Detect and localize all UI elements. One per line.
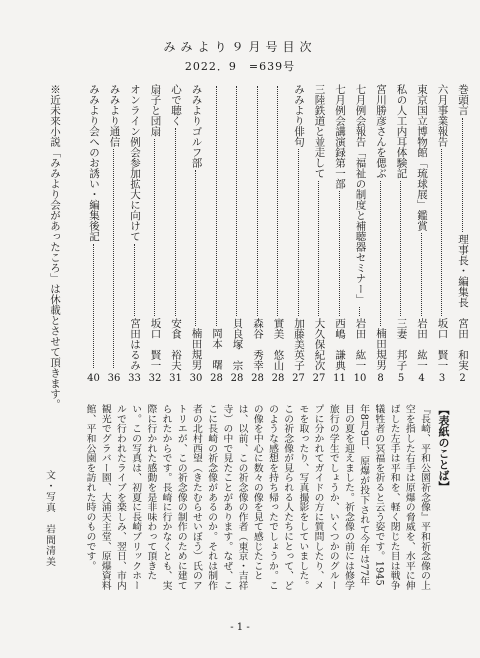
toc-leader-dots [400, 181, 402, 316]
toc-item-page: 2 [459, 373, 466, 384]
toc-leader-dots [339, 191, 341, 316]
toc-leader-dots [175, 128, 177, 316]
toc-item-page: 40 [87, 373, 100, 384]
toc-leader-dots [257, 86, 259, 316]
toc-leader-dots [113, 149, 115, 368]
page-title: みみより９月号目次 [163, 40, 317, 54]
toc-item-page: 28 [251, 373, 264, 384]
toc-item [395, 84, 408, 384]
toc-item-title: みみより会へのお誘い・編集後記 [88, 84, 100, 242]
toc-leader-dots [441, 149, 443, 316]
toc-item [169, 84, 182, 384]
toc-note: ※近未来小説「みみより会があったころ」は休載とさせて頂きます。 [49, 84, 61, 410]
toc-item [108, 84, 121, 384]
toc-leader-dots [154, 139, 156, 316]
toc-item-author: 安食 裕夫 [170, 317, 182, 370]
toc-leader-dots [277, 86, 279, 316]
toc-item-title: 三陸鉄道と並走して [313, 84, 326, 179]
toc-item-title: みみより通信 [108, 84, 121, 147]
toc-item-page: 28 [271, 373, 285, 384]
toc-item-title: 心で聴く [170, 84, 182, 126]
toc-item-page: 27 [292, 373, 305, 384]
toc-item-page: 27 [312, 373, 326, 384]
toc-item-title: 七月例会講演録第一部 [334, 84, 346, 189]
toc-item-page: 10 [353, 373, 367, 384]
toc-item-title: 七月例会報告「福祉の制度と補聴器セミナー」 [354, 84, 367, 305]
toc-item-author: 實美 悠山 [272, 317, 285, 370]
toc-item-author: 岩田 紘一 [354, 317, 367, 370]
toc-item-title: 巻頭言 [457, 84, 469, 116]
toc-item-author: 楠田規男 [375, 328, 387, 370]
toc-item-page: 28 [210, 373, 223, 384]
toc-leader-dots [236, 86, 238, 316]
toc-item-author: 岩田 紘一 [416, 317, 428, 370]
toc-item-title: みみより俳句 [293, 84, 305, 147]
toc-leader-dots [421, 233, 423, 316]
toc-item-author: 理事長・編集長 宮田 和実 [457, 233, 469, 370]
toc-item [333, 84, 346, 384]
toc-item-page: 31 [169, 373, 182, 384]
toc-item [313, 84, 326, 384]
toc-item-author: 三妻 邦子 [395, 317, 408, 370]
toc-item [210, 84, 223, 384]
toc-item-page: 8 [377, 373, 384, 384]
toc-leader-dots [93, 244, 95, 369]
toc-item-title: 宮川勝彦さんを偲ぶ [375, 84, 387, 179]
toc-item [374, 84, 387, 384]
toc-item-author: 森谷 秀幸 [252, 317, 264, 370]
toc-item-page: 32 [148, 373, 162, 384]
toc-item-title: 私の人工内耳体験記 [395, 84, 408, 179]
toc-item [87, 84, 100, 384]
toc-leader-dots [359, 307, 361, 316]
toc-item-author: 坂口 賢一 [436, 317, 449, 370]
toc-leader-dots [216, 86, 218, 326]
toc-item-title: オンライン例会参加拡大に向けて [129, 84, 141, 242]
toc-item [456, 84, 469, 384]
toc-item-author: 加藤美英子 [293, 317, 305, 370]
toc-item-page: 28 [230, 373, 244, 384]
toc-leader-dots [134, 244, 136, 316]
cover-text: 『長崎、平和公園祈念像』平和祈念像の上空を指した右手は原爆の脅威を、水平に伸ばした左手は平和を、軽く閉じた目は戦争犠牲者の冥福を祈ると云う姿です。1945年8月9日、原爆が投下されて今年は77年目の夏を迎えました。祈念像の前には修学旅行の学生でしょうか、いくつかのグループに分かれてガイドの方に質問したり、メモを取ったり、写真撮影をしていました。この祈念像が見られる人たちにとって、どのような感想を持ち帰ったでしょうか。この像を中心に数々の像を見て感じたことは、以前、この祈念像の作者（東京・吉祥寺）の中で見たことがあります。なぜ、ここに長崎の祈念像があるのか。それは制作者の北村西望（きたむらせいぼう）氏のアトリエが、この祈念像の制作のために建てられたからです。長崎に行かなくとも、実際に行かれた感動を是非味わって頂きたい。この写真は、初夏に長崎ブリックホールで行われたライブを楽しみ、翌日、市内観光でグラバー園、大浦天主堂、原爆資料館、平和公園を訪れた時のものです。 [84, 404, 430, 591]
toc-item [128, 84, 141, 384]
toc-item-author: 坂口 賢一 [149, 317, 162, 370]
toc-item-page: 33 [128, 373, 141, 384]
toc-item-author: 貝良塚 宗 [231, 317, 244, 370]
toc-item [354, 84, 367, 384]
toc-item-page: 11 [333, 373, 346, 384]
toc-item-author: 岡本 曙 [211, 328, 223, 370]
toc-leader-dots [318, 181, 320, 316]
toc-item [292, 84, 305, 384]
toc-item-author: 大久保紀次 [313, 317, 326, 370]
toc-item-author: 宮田はるみ [129, 317, 141, 370]
toc-item-title: 扇子と団扇 [149, 84, 162, 137]
page-number: - 1 - [230, 622, 250, 633]
toc-item [251, 84, 264, 384]
toc-item-page: 30 [189, 373, 203, 384]
toc-leader-dots [195, 170, 197, 326]
toc-item-author: 西嶋 謙典 [334, 317, 346, 370]
toc-leader-dots [298, 149, 300, 316]
toc-item [231, 84, 244, 384]
toc-item [272, 84, 285, 384]
toc-item-page: 36 [107, 373, 121, 384]
toc-item-title: 六月事業報告 [436, 84, 449, 147]
toc-item-page: 5 [397, 373, 405, 384]
toc-item-author: 楠田規男 [190, 328, 203, 370]
toc-item [415, 84, 428, 384]
toc-item [190, 84, 203, 384]
toc-item-page: 4 [418, 373, 425, 384]
toc-item-title: みみよりゴルフ部 [190, 84, 203, 168]
cover-heading: 【表紙のことば】 [437, 404, 450, 492]
toc-leader-dots [380, 181, 382, 327]
cover-credit: 文・写真 岩間清美 [44, 470, 55, 568]
toc-item-page: 3 [438, 373, 446, 384]
toc-leader-dots [462, 118, 464, 232]
toc-item [436, 84, 449, 384]
toc-item [149, 84, 162, 384]
toc-item-title: 東京国立博物館「琉球展」鑑賞 [416, 84, 428, 231]
issue-number: 2022．9 =639号 [184, 60, 296, 73]
